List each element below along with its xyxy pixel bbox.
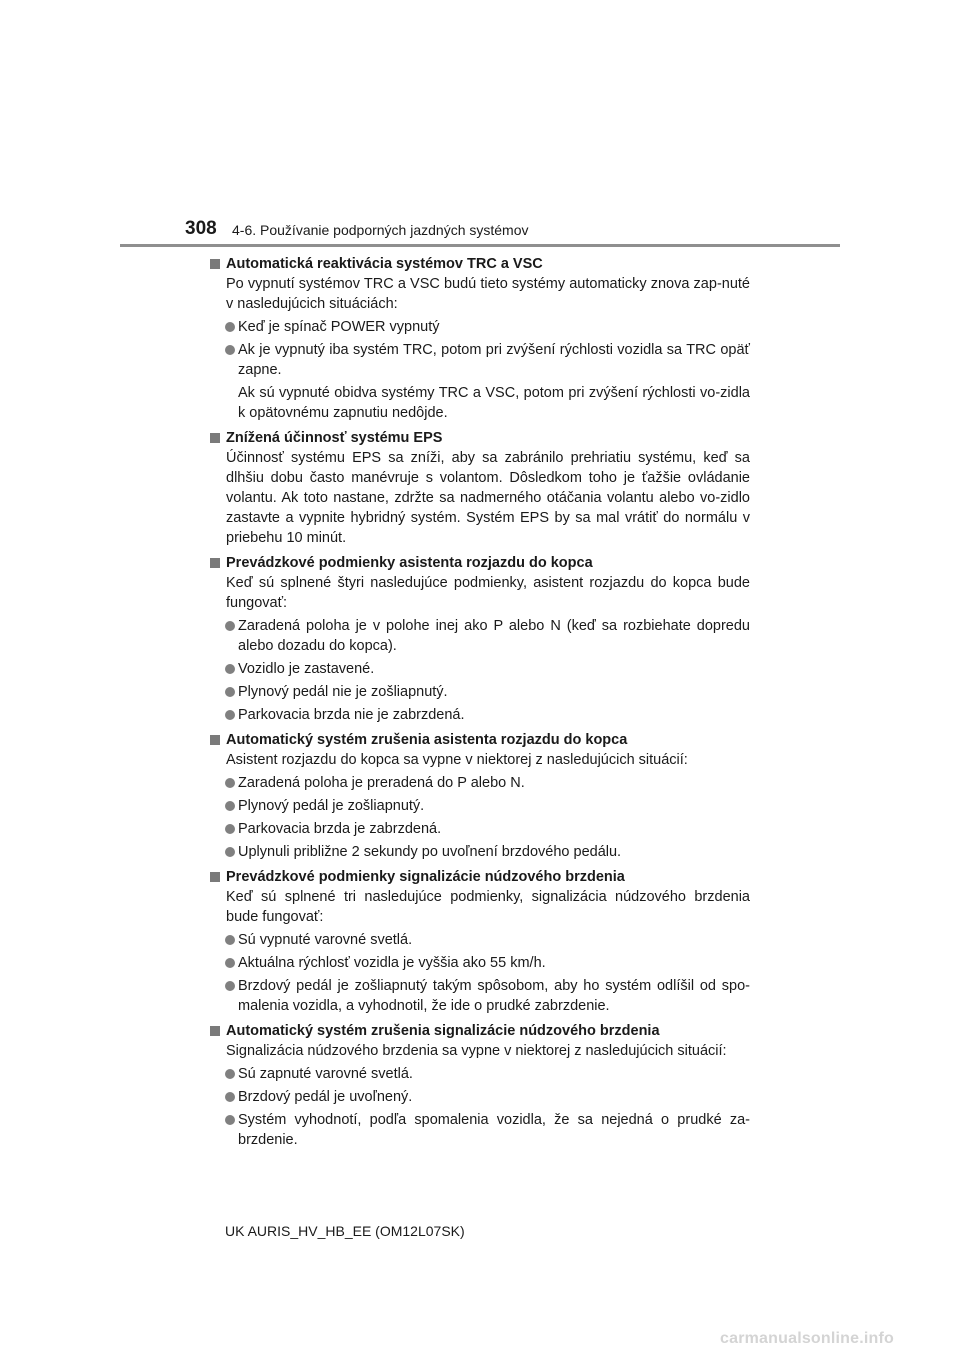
section-heading <box>210 553 750 573</box>
circle-bullet-icon <box>225 322 235 332</box>
list-item <box>210 976 750 1016</box>
chapter-title: 4-6. Používanie podporných jazdných systémov <box>232 222 529 238</box>
list-item <box>210 796 750 816</box>
list-item <box>210 773 750 793</box>
footer-model-code: UK AURIS_HV_HB_EE (OM12L07SK) <box>225 1223 465 1239</box>
section-heading-text: Automatická reaktivácia systémov TRC a VSC <box>226 256 543 272</box>
list-item-text: Parkovacia brzda je zabrzdená. <box>238 821 442 837</box>
list-item-text: Zaradená poloha je v polohe inej ako P alebo N (keď sa rozbiehate dopredu alebo dozadu do kopca). <box>238 618 750 654</box>
watermark: carmanualsonline.info <box>720 1330 895 1347</box>
list-item <box>210 953 750 973</box>
section-intro: Keď sú splnené štyri nasledujúce podmienky, asistent rozjazdu do kopca bude fungovať: <box>226 575 750 611</box>
section-note: Ak sú vypnuté obidva systémy TRC a VSC, potom pri zvýšení rýchlosti vo-zidla k opätovnému zapnutiu nedôjde. <box>238 385 750 421</box>
section-emergency-brake-signal-conditions <box>210 867 750 1016</box>
circle-bullet-icon <box>225 801 235 811</box>
section-trc-vsc-reactivation <box>210 254 750 423</box>
circle-bullet-icon <box>225 621 235 631</box>
circle-bullet-icon <box>225 1115 235 1125</box>
section-heading-text: Znížená účinnosť systému EPS <box>226 430 443 446</box>
circle-bullet-icon <box>225 958 235 968</box>
circle-bullet-icon <box>225 345 235 355</box>
square-bullet-icon <box>210 735 220 745</box>
list-item-text: Parkovacia brzda nie je zabrzdená. <box>238 707 465 723</box>
list-item-text: Vozidlo je zastavené. <box>238 661 375 677</box>
page-header <box>0 0 960 250</box>
list-item <box>210 930 750 950</box>
list-item <box>210 659 750 679</box>
list-item-text: Plynový pedál je zošliapnutý. <box>238 798 425 814</box>
list-item-text: Systém vyhodnotí, podľa spomalenia vozidla, že sa nejedná o prudké za-brzdenie. <box>238 1112 750 1148</box>
section-heading-text: Prevádzkové podmienky asistenta rozjazdu do kopca <box>226 555 593 571</box>
section-heading <box>210 254 750 274</box>
list-item <box>210 1064 750 1084</box>
circle-bullet-icon <box>225 824 235 834</box>
section-hill-start-conditions <box>210 553 750 725</box>
list-item <box>210 317 750 337</box>
section-emergency-brake-signal-cancel <box>210 1021 750 1150</box>
section-heading-text: Automatický systém zrušenia signalizácie núdzového brzdenia <box>226 1023 660 1039</box>
list-item <box>210 616 750 656</box>
list-item-text: Brzdový pedál je zošliapnutý takým spôsobom, aby ho systém odlíšil od spo-malenia vozidla, a vyhodnotil, že ide o prudké zabrzdenie. <box>238 978 750 1014</box>
page-content <box>210 252 750 1150</box>
section-hill-start-cancel <box>210 730 750 862</box>
list-item-text: Keď je spínač POWER vypnutý <box>238 319 440 335</box>
list-item-text: Sú vypnuté varovné svetlá. <box>238 932 413 948</box>
section-intro: Keď sú splnené tri nasledujúce podmienky, signalizácia núdzového brzdenia bude fungovať: <box>226 889 750 925</box>
circle-bullet-icon <box>225 1069 235 1079</box>
list-item-text: Uplynuli približne 2 sekundy po uvoľnení brzdového pedálu. <box>238 844 622 860</box>
list-item <box>210 705 750 725</box>
list-item-text: Brzdový pedál je uvoľnený. <box>238 1089 413 1105</box>
section-eps-reduced <box>210 428 750 548</box>
circle-bullet-icon <box>225 687 235 697</box>
circle-bullet-icon <box>225 710 235 720</box>
page-number: 308 <box>185 218 217 239</box>
circle-bullet-icon <box>225 1092 235 1102</box>
section-heading-text: Automatický systém zrušenia asistenta rozjazdu do kopca <box>226 732 628 748</box>
list-item-text: Aktuálna rýchlosť vozidla je vyššia ako 55 km/h. <box>238 955 546 971</box>
section-heading <box>210 867 750 887</box>
section-heading <box>210 428 750 448</box>
circle-bullet-icon <box>225 981 235 991</box>
section-intro: Účinnosť systému EPS sa zníži, aby sa zabránilo prehriatiu systému, keď sa dlhšiu dobu často manévruje s volantom. Dôsledkom toho je ťažšie ovládanie volantu. Ak toto nastane, zdržte sa nadmerného otáčania volantu alebo vo-zidlo zastavte a vypnite hybridný systém. Systém EPS by sa mal vrátiť do normálu v priebehu 10 minút. <box>226 450 750 546</box>
square-bullet-icon <box>210 259 220 269</box>
list-item-text: Zaradená poloha je preradená do P alebo N. <box>238 775 525 791</box>
section-heading <box>210 1021 750 1041</box>
section-intro: Asistent rozjazdu do kopca sa vypne v niektorej z nasledujúcich situácií: <box>226 752 688 768</box>
list-item <box>210 1110 750 1150</box>
list-item <box>210 842 750 862</box>
circle-bullet-icon <box>225 778 235 788</box>
section-intro: Po vypnutí systémov TRC a VSC budú tieto systémy automaticky znova zap-nuté v nasledujúcich situáciách: <box>226 276 750 312</box>
circle-bullet-icon <box>225 847 235 857</box>
circle-bullet-icon <box>225 664 235 674</box>
square-bullet-icon <box>210 433 220 443</box>
section-intro: Signalizácia núdzového brzdenia sa vypne v niektorej z nasledujúcich situácií: <box>226 1043 727 1059</box>
header-rule <box>120 244 840 247</box>
list-item-text: Sú zapnuté varovné svetlá. <box>238 1066 413 1082</box>
list-item-text: Plynový pedál nie je zošliapnutý. <box>238 684 448 700</box>
section-heading-text: Prevádzkové podmienky signalizácie núdzového brzdenia <box>226 869 625 885</box>
list-item <box>210 340 750 380</box>
square-bullet-icon <box>210 1026 220 1036</box>
list-item <box>210 819 750 839</box>
circle-bullet-icon <box>225 935 235 945</box>
square-bullet-icon <box>210 558 220 568</box>
list-item <box>210 1087 750 1107</box>
section-heading <box>210 730 750 750</box>
square-bullet-icon <box>210 872 220 882</box>
list-item <box>210 682 750 702</box>
list-item-text: Ak je vypnutý iba systém TRC, potom pri zvýšení rýchlosti vozidla sa TRC opäť zapne. <box>238 342 750 378</box>
